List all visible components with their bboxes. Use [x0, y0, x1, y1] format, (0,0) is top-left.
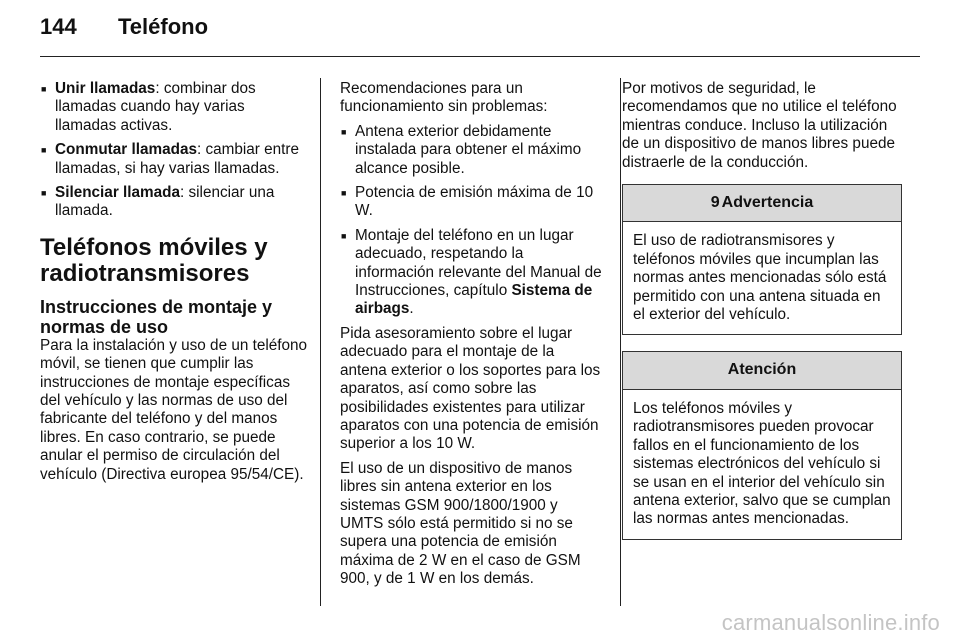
section-heading: Teléfonos móviles y radiotransmisores — [40, 233, 268, 287]
bullet-label: Conmutar llamadas — [55, 141, 197, 159]
warning-title: Advertencia — [721, 194, 814, 212]
body-paragraph: Para la instalación y uso de un teléfono móvil, se tienen que cumplir las instrucciones de montaje específicas del vehículo y las normas de uso del fabricante del teléfono y del manos libres. En caso contrario, se puede anular el permiso de circulación del vehículo (Directiva europea 95/54/CE). — [40, 336, 308, 483]
body-paragraph: Pida asesoramiento sobre el lugar adecuado para el montaje de la antena exterior o los soportes para los aparatos, así como sobre las posibilidades existentes para utilizar aparatos con una potencia de emisión superior a los 10 W. — [340, 324, 601, 453]
list-item — [40, 184, 308, 221]
body-paragraph: El uso de un dispositivo de manos libres sin antena exterior en los sistemas GSM 900/1800/1900 y UMTS sólo está permitido si no se supera una potencia de emisión máxima de 2 W en el caso de GSM 900, y de 1 W en los demás. — [340, 459, 581, 588]
bullet-text: . — [409, 300, 414, 318]
column-divider — [620, 78, 621, 606]
bullet-text: : silenciar una llamada. — [55, 184, 275, 220]
column-1 — [40, 80, 308, 490]
list-item: ■ Antena exterior debidamente instalada para obtener el máximo alcance posible. — [340, 123, 604, 178]
body-paragraph: Por motivos de seguridad, le recomendamos que no utilice el teléfono mientras conduce. Incluso la utilización de un dispositivo de manos libres puede distraerle de la conducción. — [622, 80, 897, 171]
body-paragraph: Recomendaciones para un funcionamiento sin problemas: — [340, 80, 548, 116]
bullet-text: Montaje del teléfono en un lugar adecuado, respetando la información relevante del Manual de Instrucciones, capítulo — [355, 226, 602, 300]
warning-icon: 9 — [710, 194, 720, 212]
page-header — [40, 14, 208, 40]
bullet-text: : combinar dos llamadas cuando hay varias llamadas activas. — [55, 80, 256, 134]
header-rule — [40, 56, 920, 57]
warning-body: El uso de radiotransmisores y teléfonos móviles que incumplan las normas antes mencionadas sólo está permitido con una antena situada en el exterior del vehículo. — [633, 232, 887, 324]
bullet-label: Silenciar llamada — [55, 184, 180, 202]
warning-box — [622, 184, 902, 335]
watermark: carmanualsonline.info — [721, 610, 940, 635]
caution-header: Atención — [623, 352, 901, 389]
page-title: Teléfono — [118, 14, 209, 39]
page-number: 144 — [40, 14, 77, 39]
list-item: ■ Potencia de emisión máxima de 10 W. — [340, 184, 604, 221]
column-2 — [340, 80, 604, 595]
caution-box — [622, 351, 902, 539]
list-item — [40, 80, 308, 135]
column-divider — [320, 78, 321, 606]
list-item — [40, 141, 308, 178]
subsection-heading: Instrucciones de montaje y normas de uso — [40, 296, 273, 337]
cross-reference-link[interactable]: Sistema de airbags — [355, 282, 593, 318]
warning-header — [623, 185, 901, 222]
list-item — [340, 227, 604, 319]
caution-body: Los teléfonos móviles y radiotransmisores pueden provocar fallos en el funcionamiento de los sistemas electrónicos del vehículo si se usan en el interior del vehículo sin antena exterior, salvo que se cumplan las normas antes mencionadas. — [633, 399, 891, 528]
bullet-text: : cambiar entre llamadas, si hay varias llamadas. — [55, 141, 299, 177]
column-3 — [622, 80, 902, 556]
bullet-label: Unir llamadas — [55, 80, 156, 97]
